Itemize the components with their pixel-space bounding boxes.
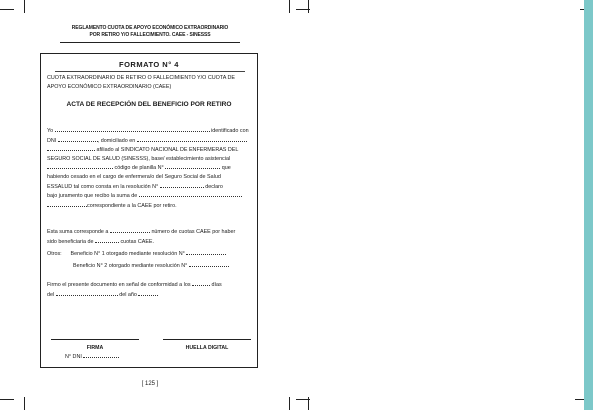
page-number: [ 125 ] <box>141 381 159 387</box>
text-identificado: identificado con <box>211 128 249 134</box>
line-codigo <box>47 163 255 173</box>
text-bajo: bajo juramento que recibo la suma de <box>47 193 138 200</box>
line-dni <box>47 136 255 146</box>
text-signer-dni: N° DNI <box>65 354 82 360</box>
signature-line <box>51 339 139 340</box>
amount-field[interactable] <box>139 191 242 197</box>
quotas-beneficiary-field[interactable] <box>95 237 119 243</box>
page-edge-band <box>584 0 593 410</box>
line-essalud <box>47 182 255 192</box>
text-dias: días <box>211 282 222 288</box>
line-esta-suma <box>47 227 255 237</box>
signer-dni-field[interactable] <box>83 352 119 358</box>
line-firmo <box>47 280 255 290</box>
text-domiciliado: , domiciliado en <box>97 137 136 144</box>
crop-mark <box>24 0 25 13</box>
paragraph-cuotas <box>47 227 255 246</box>
establishment-field[interactable] <box>47 163 113 169</box>
beneficio-2-resolution-field[interactable] <box>189 261 229 267</box>
header-line-1: REGLAMENTO CUOTA DE APOYO ECONÓMICO EXTRAORDINARIO <box>71 25 229 31</box>
acta-title: ACTA DE RECEPCIÓN DEL BENEFICIO POR RETIRO <box>66 101 232 108</box>
text-que: que <box>221 165 231 172</box>
name-field[interactable] <box>55 126 210 132</box>
crop-mark <box>308 397 309 410</box>
line-del <box>47 290 255 300</box>
crop-mark <box>0 9 14 10</box>
quotas-count-field[interactable] <box>110 227 150 233</box>
text-otros: Otros: <box>47 251 62 257</box>
text-cuotas: cuotas CAEE. <box>120 238 155 245</box>
line-correspondiente <box>47 201 255 211</box>
year-field[interactable] <box>138 290 158 296</box>
crop-mark <box>308 0 309 13</box>
text-sido: sido beneficiaria de <box>47 238 94 245</box>
resolution-field[interactable] <box>160 182 204 188</box>
month-field[interactable] <box>56 290 118 296</box>
signer-dni-line <box>65 352 185 362</box>
format-title: FORMATO N° 4 <box>119 60 179 69</box>
paragraph-declaration <box>47 126 255 210</box>
line-sido <box>47 237 255 247</box>
address-continued-field[interactable] <box>47 145 95 151</box>
address-field[interactable] <box>137 136 247 142</box>
crop-mark <box>289 0 290 13</box>
text-beneficio-2: Beneficio N° 2 otorgado mediante resolución N° <box>73 262 188 269</box>
header-rule <box>60 42 240 43</box>
text-declaro: declaro <box>205 183 223 190</box>
day-field[interactable] <box>192 280 210 286</box>
text-numero: número de cuotas CAEE por haber <box>151 229 236 235</box>
fingerprint-line <box>163 339 251 340</box>
line-afiliado <box>47 145 255 155</box>
form-box <box>40 53 258 368</box>
crop-mark <box>24 397 25 410</box>
text-firmo: Firmo el presente documento en señal de conformidad a los <box>47 282 191 288</box>
line-beneficio-2 <box>47 261 255 271</box>
line-habiendo: habiendo cesado en el cargo de enfermera/o del Seguro Social de Salud <box>47 173 221 180</box>
form-subtitle <box>47 74 255 91</box>
header-line-2: POR RETIRO Y/O FALLECIMIENTO. CAEE - SINESSS <box>89 31 211 38</box>
amount-continued-field[interactable] <box>47 201 87 207</box>
paragraph-firmo <box>47 280 255 299</box>
format-title-rule <box>55 71 245 72</box>
dni-field[interactable] <box>58 136 98 142</box>
paragraph-otros <box>47 249 255 270</box>
text-codigo: código de planilla N° <box>114 165 164 172</box>
crop-mark <box>575 399 584 400</box>
subtitle-line-1: CUOTA EXTRAORDINARIO DE RETIRO O FALLECIMIENTO Y/O CUOTA DE <box>47 75 236 81</box>
line-yo <box>47 126 255 136</box>
beneficio-1-resolution-field[interactable] <box>186 249 226 255</box>
subtitle-line-2: APOYO ECONÓMICO EXTRAORDINARIO (CAEE) <box>47 83 172 90</box>
line-bajo <box>47 191 255 201</box>
fingerprint-label: HUELLA DIGITAL <box>185 345 229 351</box>
text-beneficio-1: Beneficio N° 1 otorgado mediante resolución N° <box>70 251 185 257</box>
text-correspondiente: correspondiente a la CAEE por retiro. <box>87 202 177 209</box>
text-esta-suma: Esta suma corresponde a <box>47 229 109 235</box>
signature-label: FIRMA <box>86 345 104 351</box>
text-afiliado: afiliado al SINDICATO NACIONAL DE ENFERMERAS DEL <box>96 147 239 154</box>
payroll-code-field[interactable] <box>165 163 220 169</box>
crop-mark <box>289 397 290 410</box>
line-beneficio-1 <box>47 249 255 259</box>
text-del-anio: del año <box>119 291 137 298</box>
line-seguro: SEGURO SOCIAL DE SALUD (SINESSS), base/ establecimiento asistencial <box>47 155 231 162</box>
text-essalud: ESSALUD tal como consta en la resolución N° <box>47 183 159 190</box>
running-header <box>60 25 240 38</box>
text-dni: DNI <box>47 137 57 144</box>
crop-mark <box>0 399 14 400</box>
text-yo: Yo <box>47 128 54 134</box>
text-del: del <box>47 291 55 298</box>
